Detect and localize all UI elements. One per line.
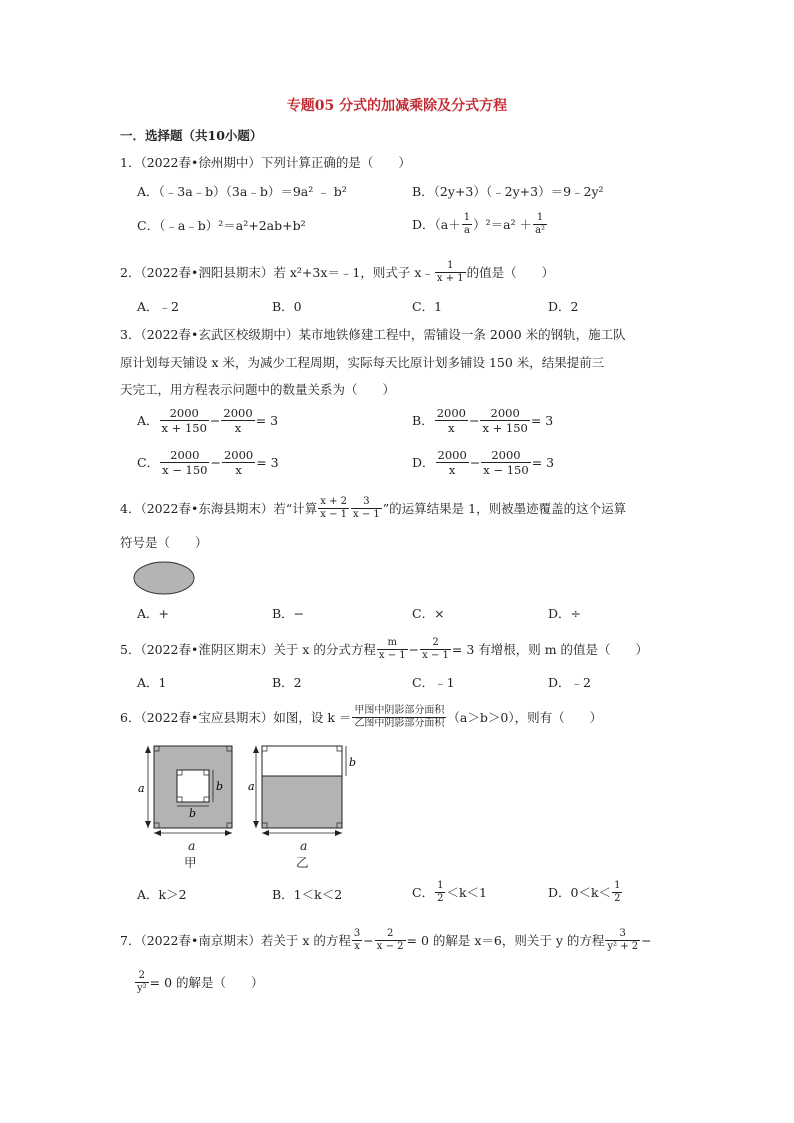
frac-num: 2 — [375, 928, 406, 941]
q2-option-a: A．﹣2 — [137, 299, 179, 314]
equals-3: = 3 — [255, 412, 279, 428]
label-a: a — [248, 780, 255, 793]
q1-d-frac-1-over-a — [462, 212, 472, 237]
frac-num: 2000 — [223, 448, 254, 462]
minus-sign: − — [209, 412, 221, 428]
arrow-head — [262, 830, 269, 836]
option-label: D． — [412, 454, 435, 470]
q3-line-3: 天完工，用方程表示问题中的数量关系为（ ） — [120, 382, 396, 397]
q2-option-d: D．2 — [548, 299, 579, 314]
q7-stem-pre: 7．（2022春•南京期末）若关于 x 的方程 — [120, 932, 351, 948]
q7-line-2-post: = 0 的解是（ ） — [149, 974, 264, 990]
q1-d-mid: ）²＝a² ＋ — [473, 216, 533, 232]
frac-num: 2 — [420, 637, 451, 650]
fraction — [222, 448, 255, 477]
arrow-head — [253, 746, 259, 753]
q6-k-fraction — [352, 705, 446, 730]
equals-3: = 3 — [530, 412, 554, 428]
q6-c-prefix: C． — [412, 884, 435, 900]
q4-option-d: D．÷ — [548, 606, 581, 621]
q5-stem-post: = 3 有增根，则 m 的值是（ ） — [451, 641, 649, 657]
q6-option-a: A．k＞2 — [137, 887, 187, 902]
q7-frac-2-over-y2 — [135, 970, 149, 995]
arrow-head — [145, 746, 151, 753]
q7-stem — [120, 928, 652, 953]
minus-sign: − — [469, 454, 481, 470]
q2-stem-pre: 2．（2022春•泗阳县期末）若 x²+3x＝﹣1，则式子 x﹣ — [120, 264, 434, 280]
frac-den: a — [463, 225, 470, 236]
q6-option-b: B．1＜k＜2 — [272, 887, 343, 902]
frac-den: x — [354, 941, 360, 952]
equals-3: = 3 — [256, 454, 279, 470]
frac-den: x − 150 — [483, 463, 529, 477]
frac-num: 3 — [605, 928, 640, 941]
frac-num: x + 2 — [320, 496, 348, 507]
shaded-rect — [262, 776, 342, 828]
q5-stem — [120, 637, 648, 662]
frac-num: 甲图中阴影部分面积 — [354, 705, 445, 716]
fraction — [480, 406, 529, 435]
fraction — [481, 448, 530, 477]
q7-frac-2-over-x-2 — [375, 928, 406, 953]
frac-num: 1 — [614, 880, 621, 891]
arrow-head — [253, 821, 259, 828]
frac-den: y² + 2 — [607, 941, 639, 952]
q4-stem — [120, 496, 626, 521]
fraction — [436, 448, 469, 477]
q1-option-a: A．（﹣3a﹣b）（3a﹣b）＝9a² ﹣ b² — [137, 184, 347, 199]
q5-option-c: C．﹣1 — [412, 675, 455, 690]
minus-sign: − — [210, 454, 221, 470]
q4-stem-post: ”的运算结果是 1，则被墨迹覆盖的这个运算 — [382, 500, 627, 516]
q4-line-2: 符号是（ ） — [120, 535, 208, 550]
fig-jia-bottom-a: a — [188, 838, 196, 853]
page-title: 专题05 分式的加减乘除及分式方程 — [286, 98, 508, 114]
half-fraction — [435, 880, 445, 905]
frac-den: x − 1 — [353, 509, 380, 520]
q1-option-b: B．（2y+3）（﹣2y+3）＝9﹣2y² — [412, 184, 604, 199]
q1-option-d — [412, 212, 548, 237]
q5-option-d: D．﹣2 — [548, 675, 591, 690]
option-label: A． — [137, 412, 159, 428]
frac-den: x + 150 — [161, 421, 207, 435]
minus-sign: − — [468, 412, 480, 428]
q3-option-c — [137, 448, 279, 477]
frac-num: 2000 — [160, 448, 209, 463]
frac-den: x − 2 — [376, 941, 404, 952]
frac-den: 2 — [437, 893, 444, 904]
equals-3: = 3 — [531, 454, 555, 470]
q5-option-a: A．1 — [137, 675, 167, 690]
frac-num: 2000 — [437, 448, 467, 462]
q7-stem-mid: = 0 的解是 x＝6，则关于 y 的方程 — [406, 932, 605, 948]
fig-yi-bottom-a: a — [300, 838, 308, 853]
ink-blot-ellipse — [134, 562, 194, 594]
minus-sign: − — [363, 932, 374, 948]
frac-num: 2 — [135, 970, 149, 983]
q1-stem: 1．（2022春•徐州期中）下列计算正确的是（ ） — [120, 155, 411, 170]
label-b: b — [189, 807, 197, 820]
q4-option-c: C．× — [412, 606, 445, 621]
frac-den: x + 150 — [482, 421, 528, 435]
q6-d-prefix: D．0＜k＜ — [548, 884, 612, 900]
q7-frac-3-over-x — [352, 928, 362, 953]
fraction — [160, 406, 209, 435]
fraction — [435, 406, 468, 435]
fig-yi-caption: 乙 — [296, 855, 309, 870]
frac-den: x — [235, 463, 242, 477]
fraction — [221, 406, 254, 435]
frac-num: m — [377, 637, 408, 650]
q6-stem-pre: 6．（2022春•宝应县期末）如图，设 k ＝ — [120, 709, 352, 725]
frac-den: x — [448, 421, 455, 435]
q3-line-2: 原计划每天铺设 x 米，为减少工程周期，实际每天比原计划多铺设 150 米，结果提前三 — [120, 355, 605, 370]
frac-num: 1 — [463, 212, 471, 223]
q3-line-1: 3．（2022春•玄武区校级期中）某市地铁修建工程中，需铺设一条 2000 米的钢轨，施工队 — [120, 327, 626, 342]
q4-frac-1 — [318, 496, 349, 521]
q5-frac-2 — [420, 637, 451, 662]
q7-frac-3-over-y2-2 — [605, 928, 640, 953]
frac-den: 2 — [614, 893, 621, 904]
figure-yi — [248, 738, 360, 838]
frac-den: a² — [535, 225, 546, 236]
frac-den: x — [448, 463, 456, 477]
frac-num: 1 — [533, 212, 547, 225]
option-label: B． — [412, 412, 434, 428]
figure-jia — [134, 738, 246, 838]
q6-stem — [120, 705, 602, 730]
frac-num: 3 — [351, 496, 382, 509]
q6-c-suffix: ＜k＜1 — [446, 884, 487, 900]
q2-option-c: C．1 — [412, 299, 443, 314]
q7-line-2 — [134, 970, 264, 995]
q6-option-c — [412, 880, 487, 905]
frac-num: 1 — [435, 260, 466, 273]
q6-option-d — [548, 880, 623, 905]
frac-num: 3 — [353, 928, 361, 939]
q1-d-frac-1-over-a2 — [533, 212, 547, 237]
section-heading: 一．选择题（共10小题） — [120, 128, 263, 143]
label-b: b — [349, 756, 357, 769]
frac-den: x − 1 — [320, 509, 348, 520]
fig-jia-caption: 甲 — [184, 855, 197, 870]
arrow-head — [154, 830, 161, 836]
q3-option-d — [412, 448, 554, 477]
q4-option-a: A．+ — [137, 606, 170, 621]
frac-den: x − 1 — [422, 650, 449, 661]
frac-num: 2000 — [481, 448, 530, 463]
arrow-head — [335, 830, 342, 836]
frac-den: x + 1 — [436, 273, 464, 284]
q4-frac-2 — [351, 496, 382, 521]
q1-d-prefix: D．（a＋ — [412, 216, 461, 232]
label-a: a — [138, 782, 145, 795]
q2-stem — [120, 260, 554, 285]
q2-stem-post: 的值是（ ） — [466, 264, 555, 280]
q3-option-b — [412, 406, 553, 435]
frac-den: x − 1 — [378, 650, 406, 661]
frac-den: x — [234, 421, 242, 435]
q5-frac-1 — [377, 637, 408, 662]
q2-option-b: B．0 — [272, 299, 302, 314]
half-fraction — [612, 880, 622, 905]
q2-fraction — [435, 260, 466, 285]
arrow-head — [225, 830, 232, 836]
q4-option-b: B．− — [272, 606, 305, 621]
ink-blot-figure — [132, 560, 196, 596]
frac-den: 乙图中阴影部分面积 — [354, 718, 445, 729]
option-label: C． — [137, 454, 160, 470]
q5-option-b: B．2 — [272, 675, 302, 690]
label-b: b — [216, 780, 224, 793]
frac-num: 2000 — [436, 406, 466, 420]
q4-stem-pre: 4．（2022春•东海县期末）若“计算 — [120, 500, 318, 516]
arrow-head — [145, 821, 151, 828]
frac-num: 1 — [437, 880, 444, 891]
frac-num: 2000 — [223, 406, 253, 420]
q3-option-a — [137, 406, 278, 435]
fraction — [160, 448, 209, 477]
frac-den: x − 150 — [162, 463, 208, 477]
minus-sign: − — [408, 641, 420, 657]
frac-den: y² — [137, 983, 147, 994]
q5-stem-pre: 5．（2022春•淮阴区期末）关于 x 的分式方程 — [120, 641, 376, 657]
minus-sign: − — [641, 932, 652, 948]
q1-option-c: C．（﹣a﹣b）²＝a²+2ab+b² — [137, 218, 306, 233]
q6-stem-post: （a＞b＞0），则有（ ） — [447, 709, 603, 725]
frac-num: 2000 — [160, 406, 209, 421]
frac-num: 2000 — [480, 406, 529, 421]
